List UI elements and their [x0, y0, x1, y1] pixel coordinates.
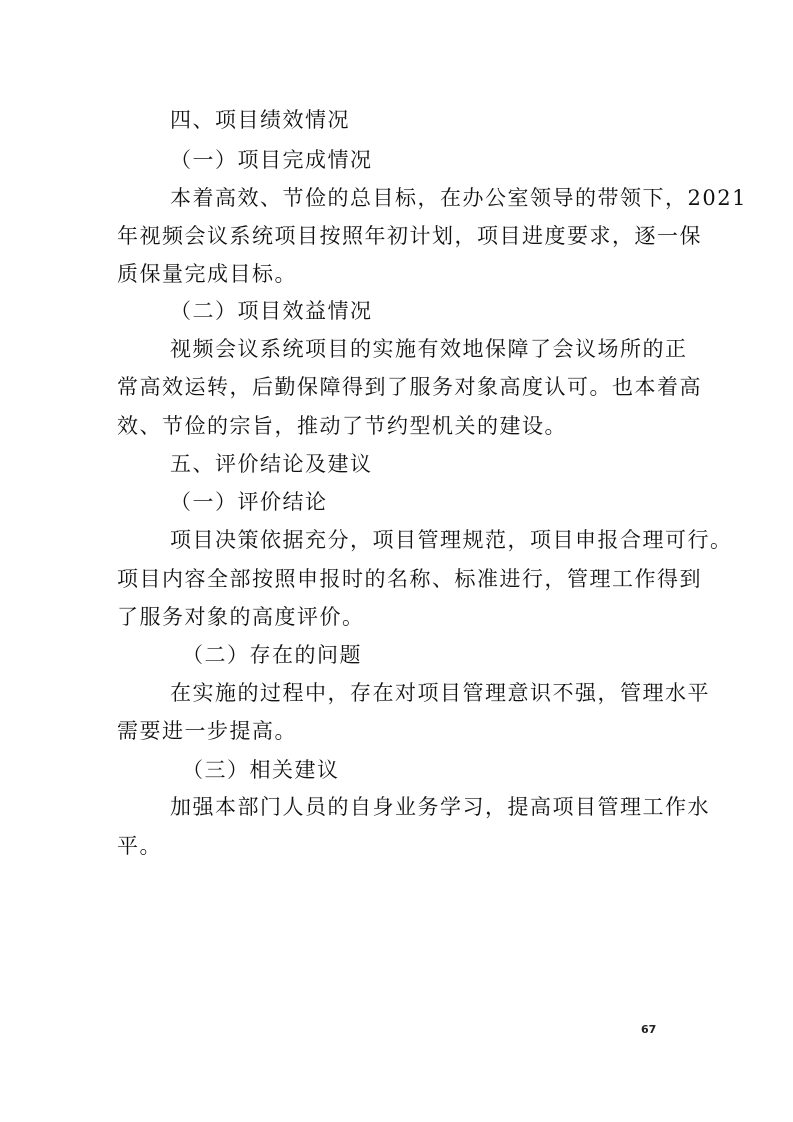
- paragraph-line: 本着高效、节俭的总目标，在办公室领导的带领下，2021: [170, 186, 747, 210]
- paragraph-line: 需要进一步提高。: [117, 719, 297, 743]
- subsection-heading-5-3: （三）相关建议: [182, 758, 340, 782]
- subsection-heading-4-2: （二）项目效益情况: [170, 299, 373, 323]
- paragraph-line: 加强本部门人员的自身业务学习，提高项目管理工作水: [170, 795, 710, 819]
- paragraph-line: 年视频会议系统项目按照年初计划，项目进度要求，逐一保: [117, 224, 702, 248]
- subsection-heading-5-1: （一）评价结论: [170, 490, 328, 514]
- paragraph-line: 效、节俭的宗旨，推动了节约型机关的建设。: [117, 414, 567, 438]
- section-heading-4: 四、项目绩效情况: [170, 108, 350, 132]
- paragraph-line: 项目决策依据充分，项目管理规范，项目申报合理可行。: [170, 528, 733, 552]
- paragraph-line: 常高效运转，后勤保障得到了服务对象高度认可。也本着高: [117, 375, 702, 399]
- paragraph-line: 在实施的过程中，存在对项目管理意识不强，管理水平: [170, 681, 710, 705]
- paragraph-line: 视频会议系统项目的实施有效地保障了会议场所的正: [170, 337, 688, 361]
- paragraph-line: 质保量完成目标。: [117, 262, 297, 286]
- paragraph-line: 了服务对象的高度评价。: [117, 605, 365, 629]
- paragraph-line: 项目内容全部按照申报时的名称、标准进行，管理工作得到: [117, 567, 702, 591]
- subsection-heading-5-2: （二）存在的问题: [182, 643, 362, 667]
- page-number: 67: [641, 1023, 657, 1036]
- subsection-heading-4-1: （一）项目完成情况: [170, 148, 373, 172]
- paragraph-line: 平。: [117, 834, 162, 858]
- section-heading-5: 五、评价结论及建议: [170, 452, 373, 476]
